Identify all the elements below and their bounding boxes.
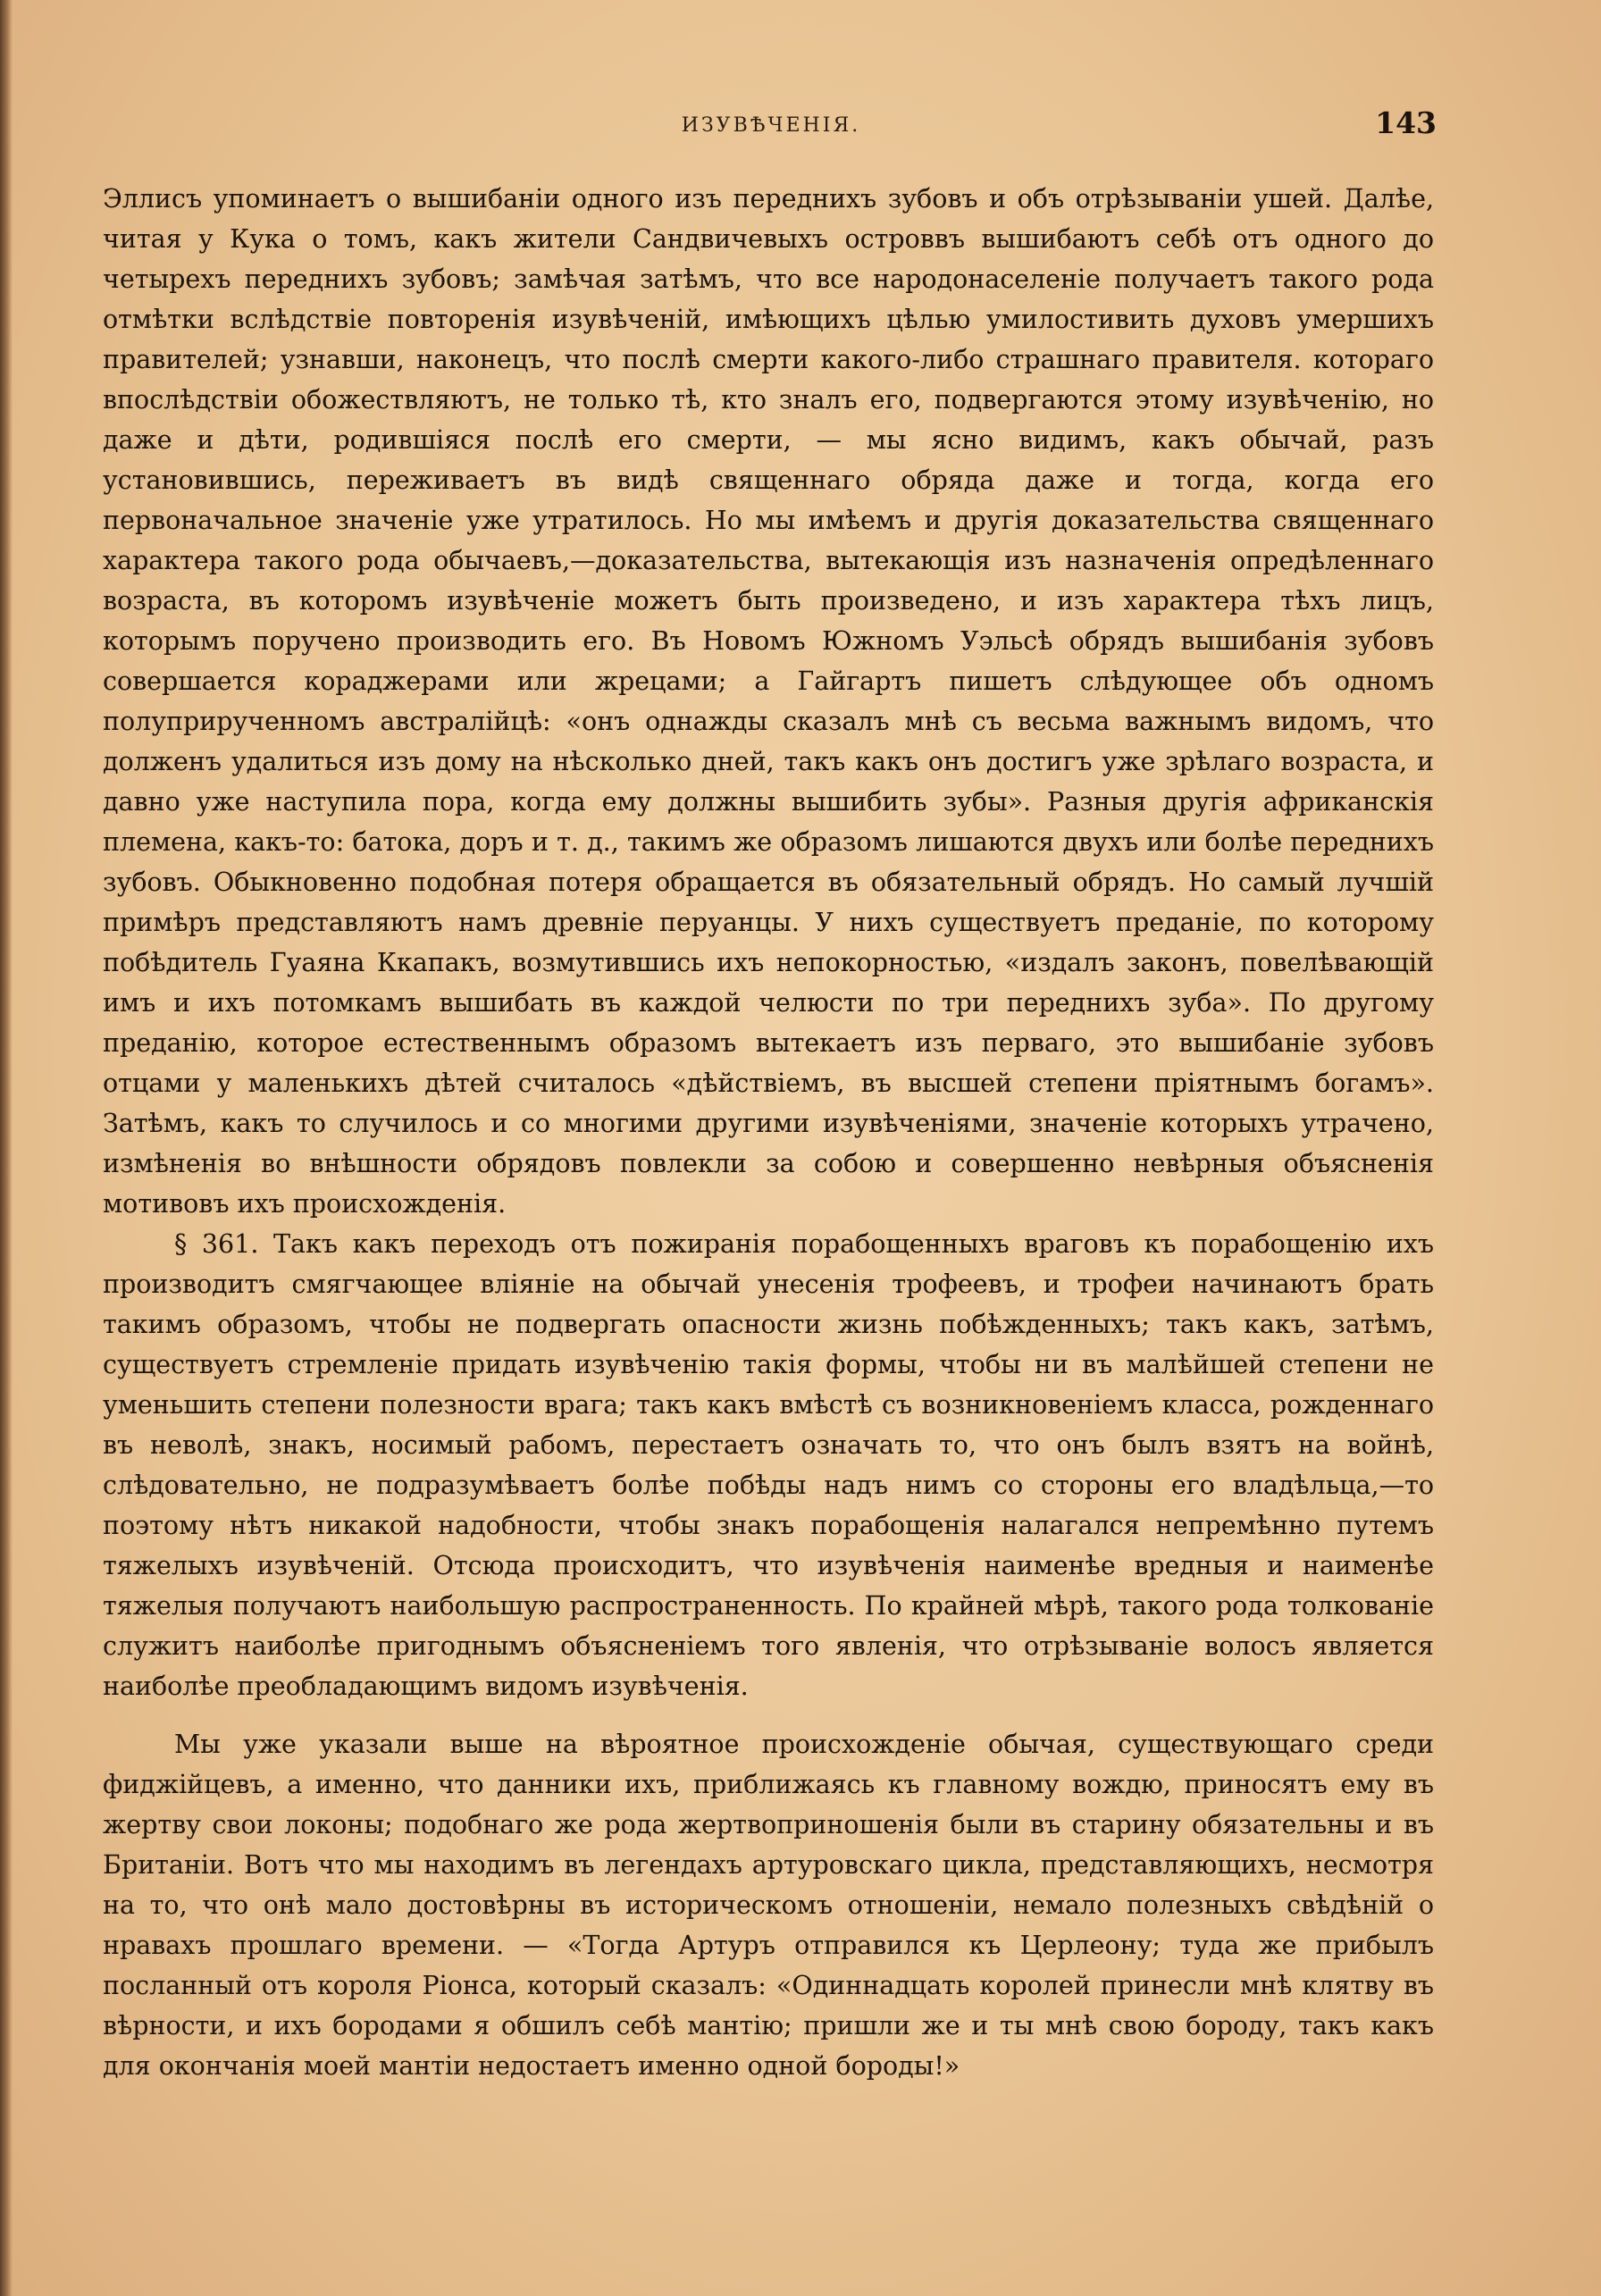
binding-edge: [0, 0, 13, 2296]
paragraph-2-section-361: § 361. Такъ какъ переходъ отъ пожиранія порабощенныхъ враговъ къ порабощенію ихъ производитъ смягчающее вліяніе на обычай унесенія трофеевъ, и трофеи начинаютъ брать такимъ образомъ, чтобы не подвергать опасности жизнь побѣжденныхъ; такъ какъ, затѣмъ, существуетъ стремленіе придать изувѣченію такія формы, чтобы ни въ малѣйшей степени не уменьшить степени полезности врага; такъ какъ вмѣстѣ съ возникновеніемъ класса, рожденнаго въ неволѣ, знакъ, носимый рабомъ, перестаетъ означать то, что онъ былъ взятъ на войнѣ, слѣдовательно, не подразумѣваетъ болѣе побѣды надъ нимъ со стороны его владѣльца,—то поэтому нѣтъ никакой надобности, чтобы знакъ порабощенія налагался непремѣнно путемъ тяжелыхъ изувѣченій. Отсюда происходитъ, что изувѣченія наименѣе вредныя и наименѣе тяжелыя получаютъ наибольшую распространенность. По крайней мѣрѣ, такого рода толкованіе служитъ наиболѣе пригоднымъ объясненіемъ того явленія, что отрѣзываніе волосъ является наиболѣе преобладающимъ видомъ изувѣченія.: [103, 1229, 1434, 1701]
paragraph-1: Эллисъ упоминаетъ о вышибаніи одного изъ переднихъ зубовъ и объ отрѣзываніи ушей. Далѣе, читая у Кука о томъ, какъ жители Сандвичевыхъ островвъ вышибаютъ себѣ отъ одного до четырехъ переднихъ зубовъ; замѣчая затѣмъ, что все народонаселеніе получаетъ такого рода отмѣтки вслѣдствіе повторенія изувѣченій, имѣющихъ цѣлью умилостивить духовъ умершихъ правителей; узнавши, наконецъ, что послѣ смерти какого-либо страшнаго правителя. котораго впослѣдствіи обожествляютъ, не только тѣ, кто зналъ его, подвергаются этому изувѣченію, но даже и дѣти, родившіяся послѣ его смерти, — мы ясно видимъ, какъ обычай, разъ установившись, переживаетъ въ видѣ священнаго обряда даже и тогда, когда его первоначальное значеніе уже утратилось. Но мы имѣемъ и другія доказательства священнаго характера такого рода обычаевъ,—доказательства, вытекающія изъ назначенія опредѣленнаго возраста, въ которомъ изувѣченіе можетъ быть произведено, и изъ характера тѣхъ лицъ, которымъ поручено производить его. Въ Новомъ Южномъ Уэльсѣ обрядъ вышибанія зубовъ совершается кораджерами или жрецами; а Гайгартъ пишетъ слѣдующее объ одномъ полуприрученномъ австралійцѣ: «онъ однажды сказалъ мнѣ съ весьма важнымъ видомъ, что долженъ удалиться изъ дому на нѣсколько дней, такъ какъ онъ достигъ уже зрѣлаго возраста, и давно уже наступила пора, когда ему должны вышибить зубы». Разныя другія африканскія племена, какъ-то: батока, доръ и т. д., такимъ же образомъ лишаются двухъ или болѣе переднихъ зубовъ. Обыкновенно подобная потеря обращается въ обязательный обрядъ. Но самый лучшій примѣръ представляютъ намъ древніе перуанцы. У нихъ существуетъ преданіе, по которому побѣдитель Гуаяна Ккапакъ, возмутившись ихъ непокорностью, «издалъ законъ, повелѣвающій имъ и ихъ потомкамъ вышибать въ каждой челюсти по три переднихъ зуба». По другому преданію, которое естественнымъ образомъ вытекаетъ изъ перваго, это вышибаніе зубовъ отцами у маленькихъ дѣтей считалось «дѣйствіемъ, въ высшей степени пріятнымъ богамъ». Затѣмъ, какъ то случилось и со многими другими изувѣченіями, значеніе которыхъ утрачено, измѣненія во внѣшности обрядовъ повлекли за собою и совершенно невѣрныя объясненія мотивовъ ихъ происхожденія.: [103, 184, 1434, 1219]
body-text: [103, 179, 1434, 2086]
page-header: [105, 105, 1437, 150]
paragraph-gap: [103, 1706, 1434, 1724]
running-head: ИЗУВѢЧЕНІЯ.: [681, 114, 861, 137]
paragraph-3: Мы уже указали выше на вѣроятное происхожденіе обычая, существующаго среди фиджійцевъ, а именно, что данники ихъ, приближаясь къ главному вождю, приносятъ ему въ жертву свои локоны; подобнаго же рода жертвоприношенія были въ старину обязательны и въ Британіи. Вотъ что мы находимъ въ легендахъ артуровскаго цикла, представляющихъ, несмотря на то, что онѣ мало достовѣрны въ историческомъ отношеніи, немало полезныхъ свѣдѣній о нравахъ прошлаго времени. — «Тогда Артуръ отправился къ Церлеону; туда же прибылъ посланный отъ короля Ріонса, который сказалъ: «Одиннадцать королей принесли мнѣ клятву въ вѣрности, и ихъ бородами я обшилъ себѣ мантію; пришли же и ты мнѣ свою бороду, такъ какъ для окончанія моей мантіи недостаетъ именно одной бороды!»: [103, 1730, 1434, 2081]
page-number: 143: [1375, 105, 1437, 140]
